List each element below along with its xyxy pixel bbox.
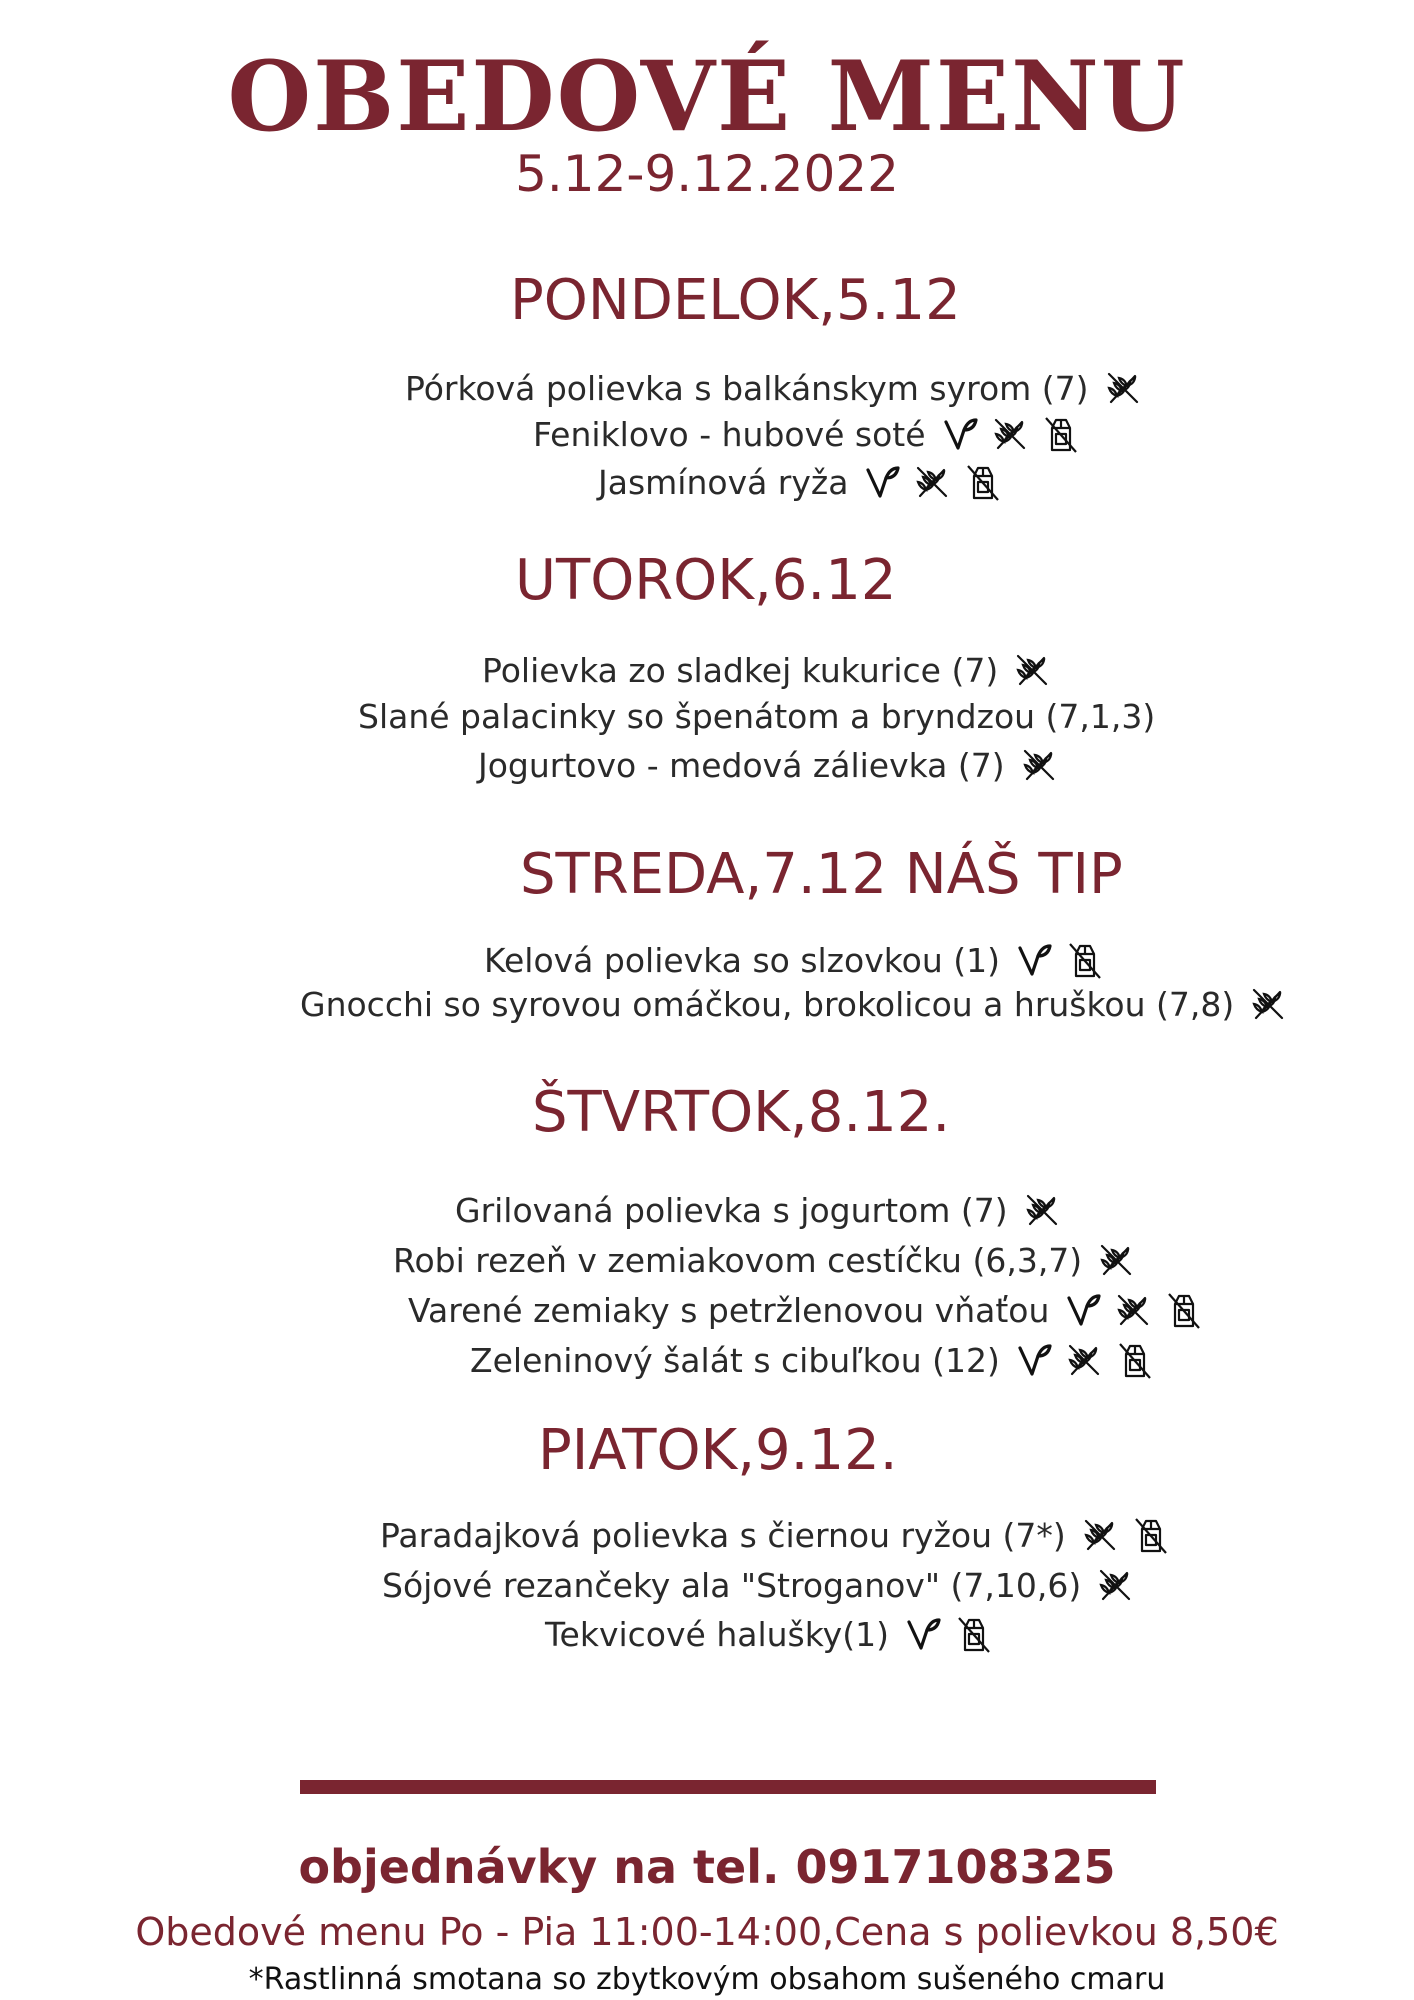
dish-row	[533, 414, 1080, 454]
dish-name: Paradajková polievka s čiernou ryžou (7*)	[380, 1515, 1066, 1555]
lactose-free-icon	[1064, 940, 1104, 980]
gluten-free-icon	[1103, 368, 1143, 408]
gluten-free-icon	[1012, 650, 1052, 690]
dish-name: Jasmínová ryža	[598, 462, 849, 502]
dish-name: Kelová polievka so slzovkou (1)	[484, 940, 1000, 980]
diet-icons	[1248, 984, 1288, 1024]
dish-row	[300, 984, 1288, 1024]
gluten-free-icon	[1113, 1290, 1153, 1330]
dish-row	[393, 1240, 1136, 1280]
dish-row	[405, 368, 1143, 408]
day-heading-monday: PONDELOK,5.12	[510, 268, 961, 333]
gluten-free-icon	[1064, 1340, 1104, 1380]
lactose-free-icon	[1130, 1515, 1170, 1555]
vegan-icon	[1063, 1290, 1103, 1330]
vegan-icon	[1014, 940, 1054, 980]
gluten-free-icon	[1248, 984, 1288, 1024]
dish-row	[482, 650, 1052, 690]
dish-row	[470, 1340, 1154, 1380]
gluten-free-icon	[1022, 1190, 1062, 1230]
dish-row	[380, 1515, 1170, 1555]
menu-dates: 5.12-9.12.2022	[515, 145, 899, 203]
diet-icons	[940, 414, 1080, 454]
day-heading-thursday: ŠTVRTOK,8.12.	[532, 1080, 951, 1145]
gluten-free-icon	[912, 462, 952, 502]
gluten-free-icon	[1080, 1515, 1120, 1555]
vegan-icon	[1014, 1340, 1054, 1380]
diet-icons	[1080, 1515, 1170, 1555]
diet-icons	[1012, 650, 1052, 690]
gluten-free-icon	[1096, 1240, 1136, 1280]
dish-name: Gnocchi so syrovou omáčkou, brokolicou a hruškou (7,8)	[300, 984, 1235, 1024]
diet-icons	[1014, 940, 1104, 980]
dish-row	[408, 1290, 1203, 1330]
footnote: *Rastlinná smotana so zbytkovým obsahom sušeného cmaru	[248, 1962, 1166, 1997]
dish-row	[455, 1190, 1062, 1230]
menu-title: OBEDOVÉ MENU	[227, 40, 1187, 153]
dish-name: Jogurtovo - medová zálievka (7)	[478, 745, 1005, 785]
order-phone: objednávky na tel. 0917108325	[298, 1840, 1116, 1894]
dish-row	[545, 1614, 993, 1654]
dish-name: Grilovaná polievka s jogurtom (7)	[455, 1190, 1008, 1230]
day-heading-tuesday: UTOROK,6.12	[515, 548, 897, 613]
dish-name: Slané palacinky so špenátom a bryndzou (7,1,3)	[358, 697, 1156, 736]
diet-icons	[1019, 745, 1059, 785]
gluten-free-icon	[1019, 745, 1059, 785]
dish-row	[484, 940, 1104, 980]
diet-icons	[1014, 1340, 1154, 1380]
divider-rule	[300, 1780, 1156, 1794]
opening-hours-price: Obedové menu Po - Pia 11:00-14:00,Cena s polievkou 8,50€	[135, 1910, 1279, 1954]
lactose-free-icon	[1163, 1290, 1203, 1330]
diet-icons	[1095, 1565, 1135, 1605]
dish-name: Varené zemiaky s petržlenovou vňaťou	[408, 1290, 1050, 1330]
diet-icons	[1063, 1290, 1203, 1330]
lactose-free-icon	[953, 1614, 993, 1654]
diet-icons	[1096, 1240, 1136, 1280]
dish-row	[382, 1565, 1135, 1605]
lactose-free-icon	[962, 462, 1002, 502]
dish-name: Pórková polievka s balkánskym syrom (7)	[405, 368, 1089, 408]
dish-name: Tekvicové halušky(1)	[545, 1614, 889, 1654]
diet-icons	[1103, 368, 1143, 408]
diet-icons	[903, 1614, 993, 1654]
diet-icons	[862, 462, 1002, 502]
diet-icons	[1022, 1190, 1062, 1230]
dish-name: Polievka zo sladkej kukurice (7)	[482, 650, 999, 690]
dish-row	[478, 745, 1059, 785]
dish-row	[358, 697, 1155, 736]
lactose-free-icon	[1114, 1340, 1154, 1380]
day-heading-wednesday: STREDA,7.12 NÁŠ TIP	[520, 842, 1123, 907]
vegan-icon	[903, 1614, 943, 1654]
vegan-icon	[940, 414, 980, 454]
gluten-free-icon	[1095, 1565, 1135, 1605]
dish-name: Zeleninový šalát s cibuľkou (12)	[470, 1340, 1000, 1380]
dish-row	[598, 462, 1002, 502]
dish-name: Feniklovo - hubové soté	[533, 414, 926, 454]
vegan-icon	[862, 462, 902, 502]
dish-name: Sójové rezančeky ala "Stroganov" (7,10,6)	[382, 1565, 1082, 1605]
gluten-free-icon	[990, 414, 1030, 454]
dish-name: Robi rezeň v zemiakovom cestíčku (6,3,7)	[393, 1240, 1083, 1280]
lactose-free-icon	[1040, 414, 1080, 454]
day-heading-friday: PIATOK,9.12.	[538, 1418, 898, 1483]
